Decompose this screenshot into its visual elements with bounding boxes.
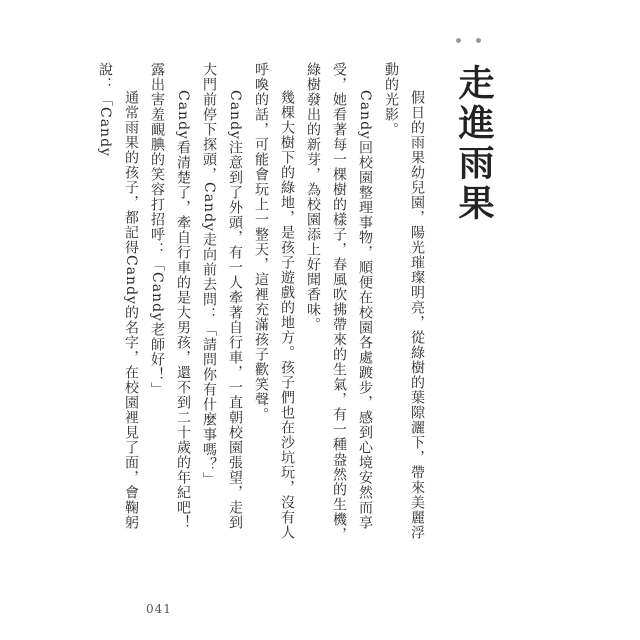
paragraph: Candy看清楚了，牽自行車的是大男孩，還不到二十歲的年紀吧！露出害羞靦腆的笑容打招呼：「Candy老師好！」 [149, 62, 191, 530]
chapter-title: 走進雨果 [453, 64, 495, 224]
ornament-dots [448, 38, 488, 50]
page-number: 041 [146, 602, 172, 616]
body-text [97, 62, 430, 542]
paragraph: 通常雨果的孩子，都記得Candy的名字，在校園裡見了面，會鞠躬說：「Candy [97, 62, 139, 530]
paragraph: 幾棵大樹下的綠地，是孩子遊戲的地方。孩子們也在沙坑玩，沒有人呼喚的話，可能會玩上一整天，這裡充滿孩子歡笑聲。 [253, 62, 295, 540]
ornament-dot [476, 38, 481, 43]
paragraph: Candy回校園整理事物，順便在校園各處踱步，感到心境安然而享受，她看著每一棵樹的樣子，春風吹拂帶來的生氣，有一種盎然的生機，綠樹發出的新芽，為校園添上好聞香味。 [305, 62, 373, 542]
paragraph: Candy注意到了外頭，有一人牽著自行車，一直朝校園張望，走到大門前停下探頭，Candy走向前去問：「請問你有什麼事嗎？」 [201, 62, 243, 530]
paragraph: 假日的雨果幼兒園，陽光璀璨明亮，從綠樹的葉隙灑下，帶來美麗浮動的光影。 [383, 62, 425, 540]
ornament-dot [456, 38, 461, 43]
